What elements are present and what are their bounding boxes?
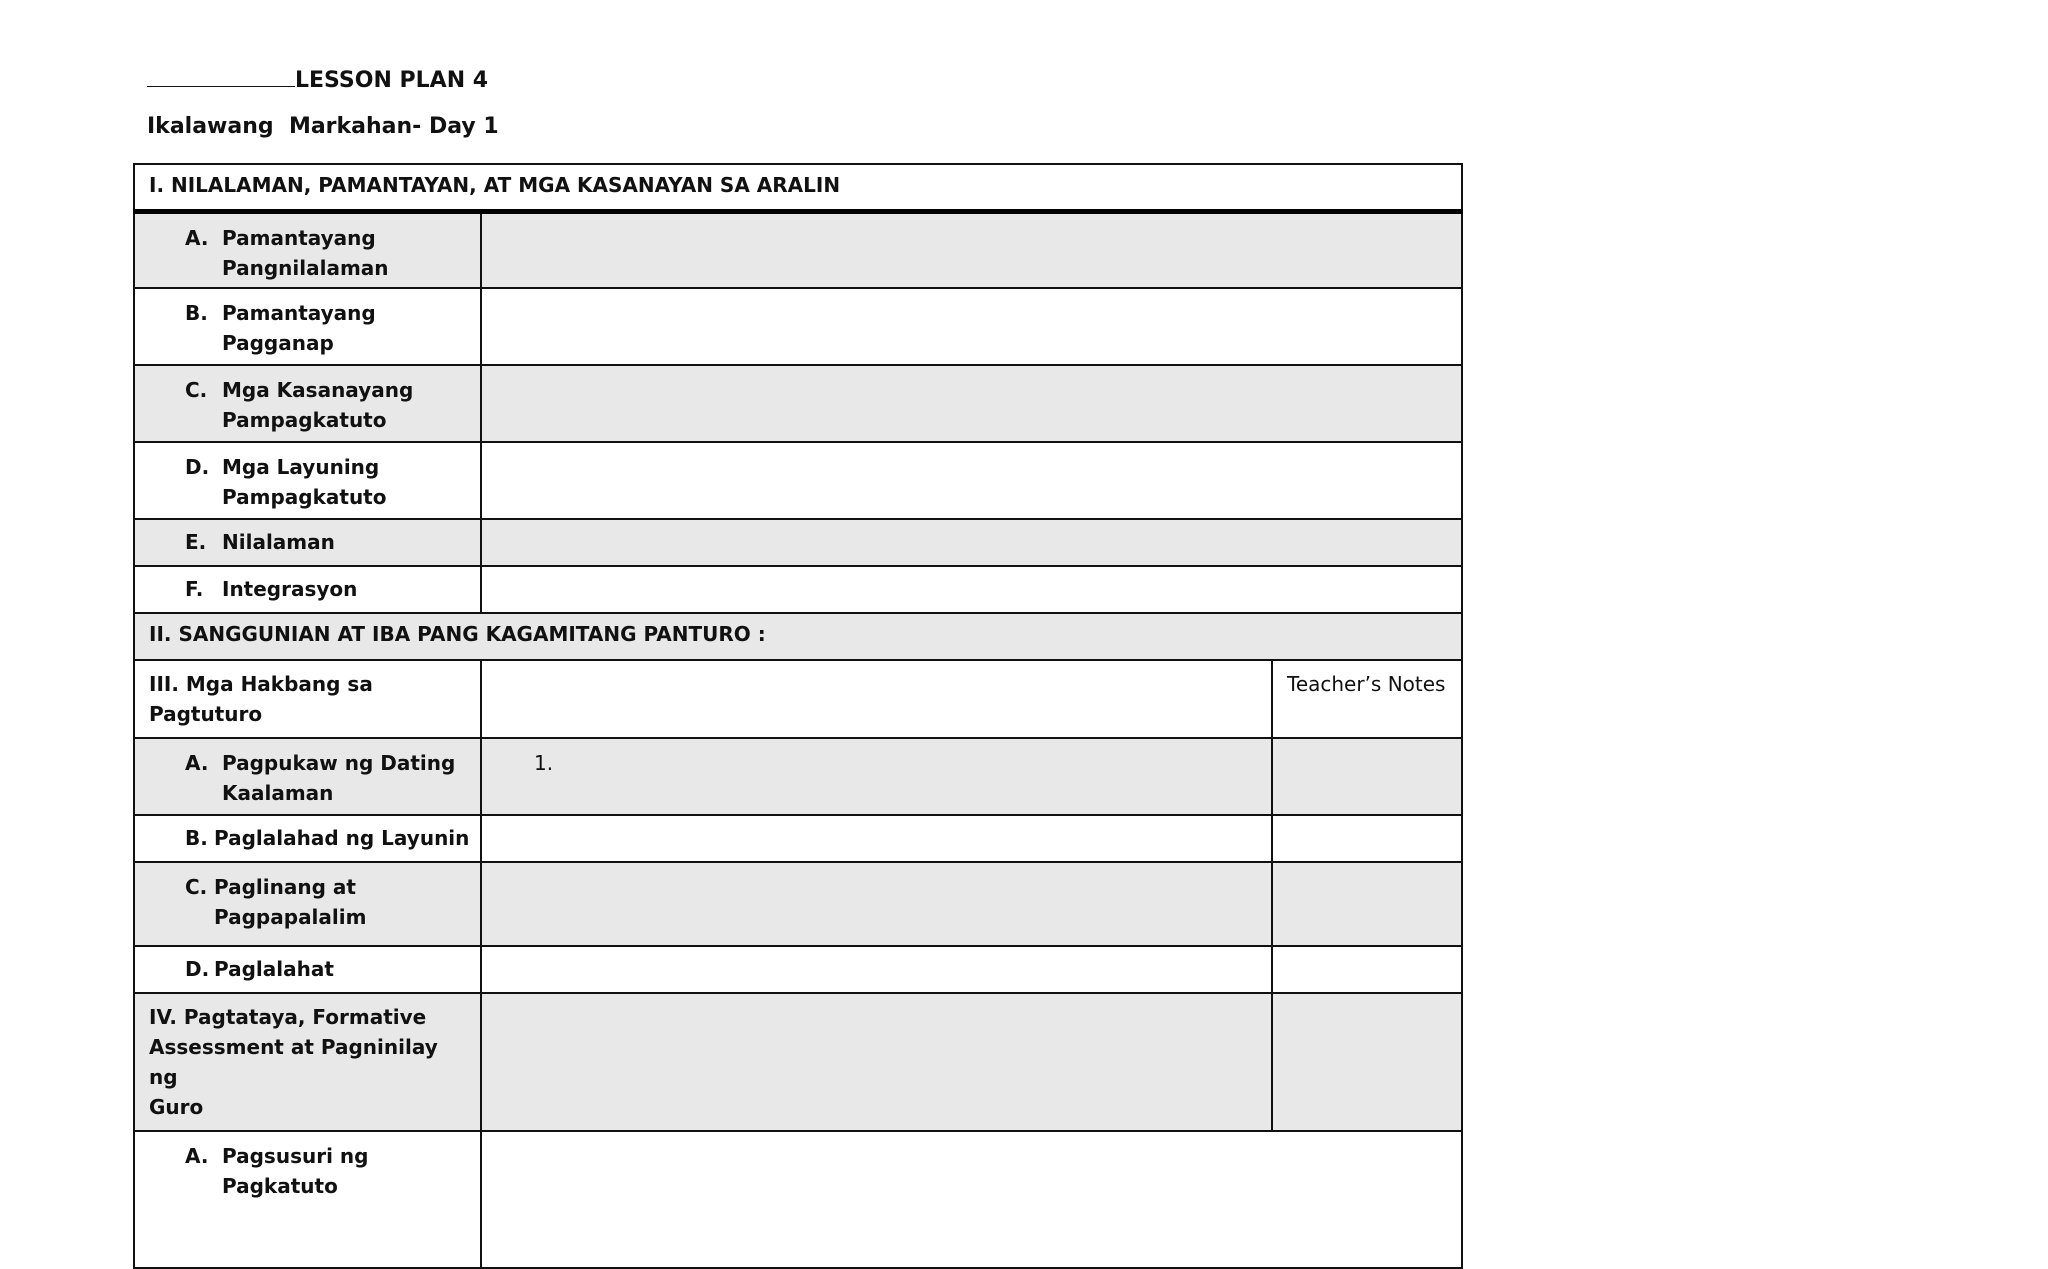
row-label xyxy=(134,288,481,365)
section-4-heading-line: Guro xyxy=(149,1095,204,1119)
item-label: Integrasyon xyxy=(222,577,358,601)
item-label: Pagganap xyxy=(222,331,334,355)
item-label: Paglinang at xyxy=(214,875,356,899)
row-label xyxy=(134,815,481,862)
item-letter: B. xyxy=(185,301,208,325)
item-letter: C. xyxy=(185,875,208,899)
content-cell[interactable] xyxy=(481,993,1272,1131)
section-3-heading-row xyxy=(134,660,1462,738)
content-cell[interactable] xyxy=(481,738,1272,815)
section-3-heading: III. Mga Hakbang sa Pagtuturo xyxy=(134,660,481,738)
notes-cell[interactable] xyxy=(1272,862,1462,946)
notes-cell[interactable] xyxy=(1272,738,1462,815)
item-label: Pamantayang xyxy=(222,225,376,250)
numbered-item: 1. xyxy=(534,751,554,775)
section-1-heading-row xyxy=(134,164,1462,211)
table-row xyxy=(134,288,1462,365)
notes-cell[interactable] xyxy=(1272,815,1462,862)
item-letter: A. xyxy=(185,751,209,775)
table-row xyxy=(134,211,1462,288)
table-row xyxy=(134,442,1462,519)
table-row xyxy=(134,365,1462,442)
content-cell[interactable] xyxy=(481,288,1462,365)
content-cell[interactable] xyxy=(481,815,1272,862)
content-cell[interactable] xyxy=(481,442,1462,519)
page-subtitle: Ikalawang Markahan- Day 1 xyxy=(147,114,499,139)
section-2-heading: II. SANGGUNIAN AT IBA PANG KAGAMITANG PANTURO : xyxy=(134,613,1462,660)
table-row xyxy=(134,1131,1462,1268)
item-label: Kaalaman xyxy=(222,781,334,805)
item-label: Nilalaman xyxy=(222,530,335,554)
row-label xyxy=(134,519,481,566)
section-4-heading-row xyxy=(134,993,1462,1131)
content-cell[interactable] xyxy=(481,211,1462,288)
section-4-heading-line: Assessment at Pagninilay ng xyxy=(149,1035,438,1089)
notes-cell[interactable] xyxy=(1272,946,1462,993)
lesson-plan-table xyxy=(133,163,1463,1269)
item-label: Paglalahat xyxy=(214,957,334,981)
item-label: Pagkatuto xyxy=(222,1174,338,1198)
item-label: Mga Layuning xyxy=(222,455,380,479)
teachers-notes-header: Teacher’s Notes xyxy=(1272,660,1462,738)
item-letter: D. xyxy=(185,455,210,479)
item-label: Pagsusuri ng xyxy=(222,1144,369,1168)
item-letter: D. xyxy=(185,957,210,981)
title-text: LESSON PLAN 4 xyxy=(295,68,489,93)
row-label xyxy=(134,365,481,442)
item-label: Paglalahad ng Layunin xyxy=(214,826,470,850)
item-label: Pagpukaw ng Dating xyxy=(222,751,456,775)
content-cell[interactable] xyxy=(481,1131,1462,1268)
item-letter: E. xyxy=(185,530,207,554)
title-blank-line xyxy=(147,64,295,87)
section-4-heading xyxy=(134,993,481,1131)
item-letter: A. xyxy=(185,225,209,250)
table-row xyxy=(134,566,1462,613)
table-row xyxy=(134,738,1462,815)
row-label xyxy=(134,1131,481,1268)
item-letter: F. xyxy=(185,577,204,601)
item-letter: C. xyxy=(185,378,208,402)
content-cell[interactable] xyxy=(481,566,1462,613)
section-1-heading: I. NILALAMAN, PAMANTAYAN, AT MGA KASANAYAN SA ARALIN xyxy=(134,164,1462,211)
item-label: Pamantayang xyxy=(222,301,376,325)
section-2-heading-row xyxy=(134,613,1462,660)
item-label: Pangnilalaman xyxy=(222,255,389,280)
table-row xyxy=(134,862,1462,946)
notes-cell[interactable] xyxy=(1272,993,1462,1131)
table-row xyxy=(134,946,1462,993)
content-cell[interactable] xyxy=(481,862,1272,946)
item-letter: B. xyxy=(185,826,208,850)
item-label: Mga Kasanayang xyxy=(222,378,414,402)
row-label xyxy=(134,442,481,519)
item-letter: A. xyxy=(185,1144,209,1168)
page-title xyxy=(147,64,488,93)
content-cell[interactable] xyxy=(481,365,1462,442)
content-cell[interactable] xyxy=(481,946,1272,993)
table-row xyxy=(134,519,1462,566)
item-label: Pampagkatuto xyxy=(222,485,387,509)
table-row xyxy=(134,815,1462,862)
content-cell[interactable] xyxy=(481,660,1272,738)
row-label xyxy=(134,566,481,613)
row-label xyxy=(134,738,481,815)
item-label: Pampagkatuto xyxy=(222,408,387,432)
row-label xyxy=(134,862,481,946)
row-label xyxy=(134,946,481,993)
content-cell[interactable] xyxy=(481,519,1462,566)
item-label: Pagpapalalim xyxy=(214,905,367,929)
section-4-heading-line: IV. Pagtataya, Formative xyxy=(149,1005,427,1029)
row-label xyxy=(134,211,481,288)
